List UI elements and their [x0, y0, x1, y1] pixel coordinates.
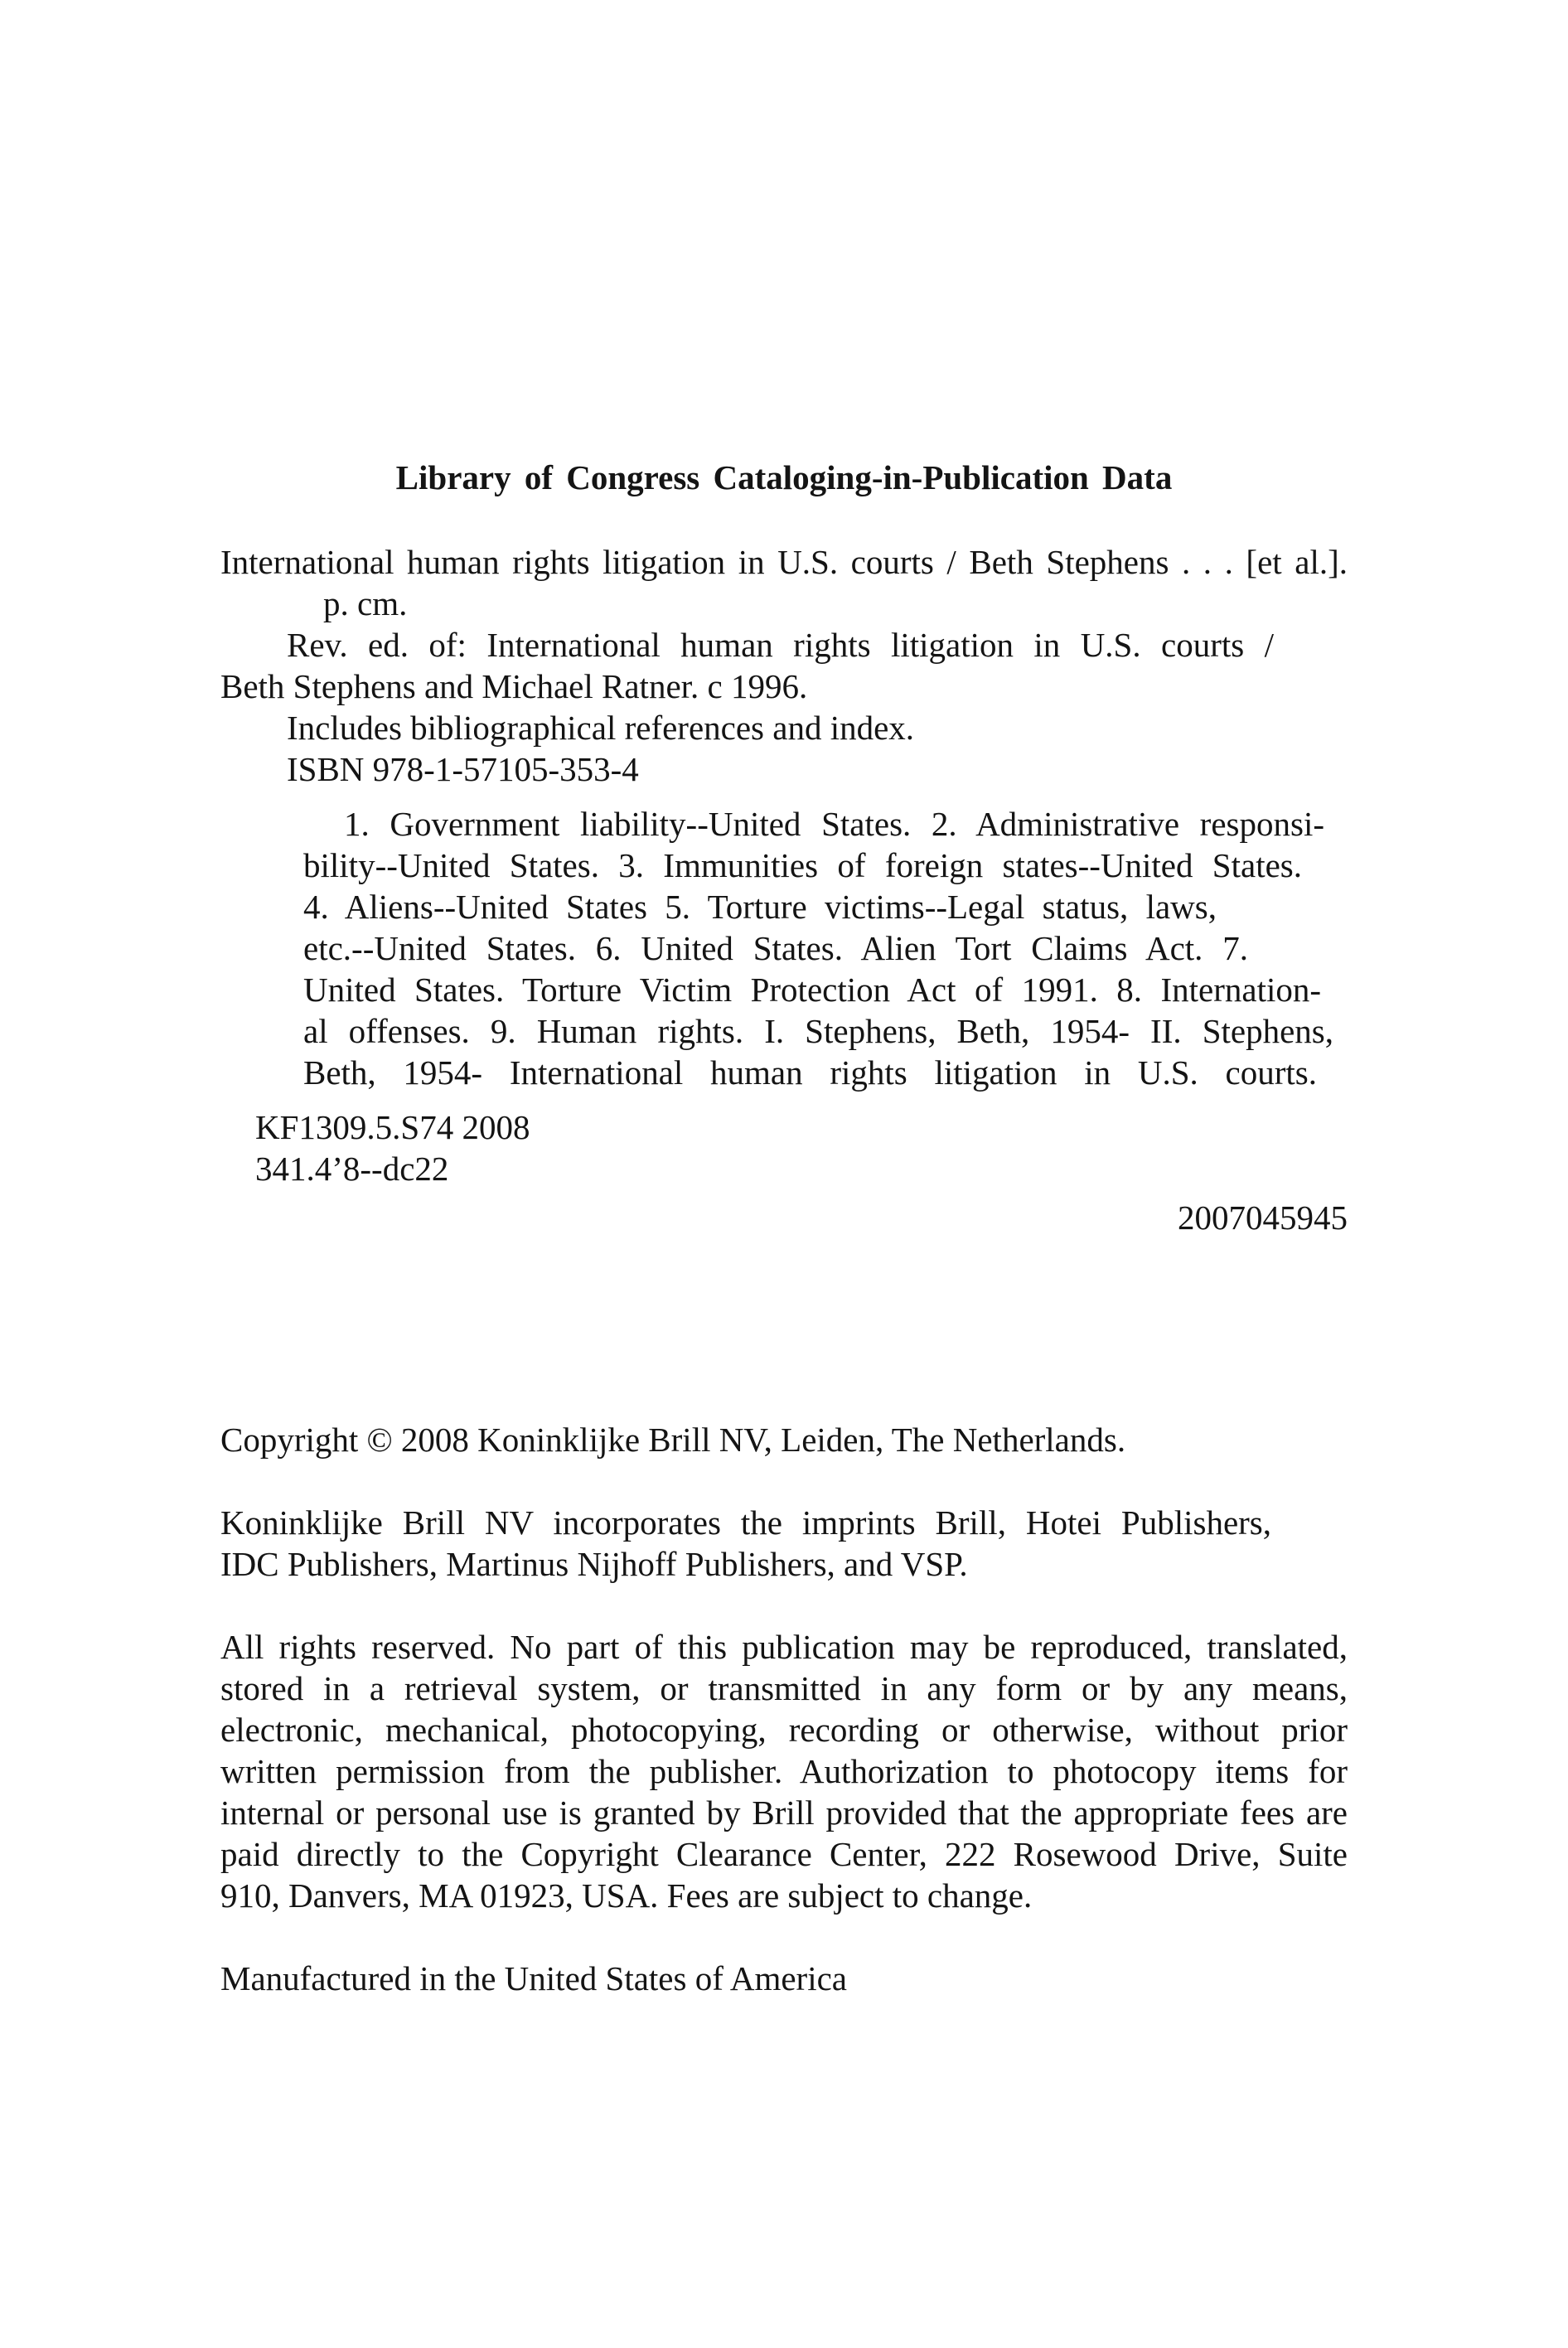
cip-physical-description: p. cm.	[323, 584, 408, 622]
rights-line: written permission from the publisher. Authorization to photocopy items for	[220, 1752, 1348, 1790]
cip-subject-line: Beth, 1954- International human rights litigation in U.S. courts.	[303, 1053, 1317, 1092]
cip-subject-line: United States. Torture Victim Protection Act of 1991. 8. Internation-	[303, 971, 1321, 1009]
cip-isbn: ISBN 978-1-57105-353-4	[287, 750, 639, 788]
cip-subject-line: 1. Government liability--United States. 2. Administrative responsi-	[344, 805, 1324, 843]
rights-line: All rights reserved. No part of this publication may be reproduced, translated,	[220, 1628, 1348, 1666]
copyright-notice: Copyright © 2008 Koninklijke Brill NV, Leiden, The Netherlands.	[220, 1421, 1126, 1459]
cip-bibliography-note: Includes bibliographical references and index.	[287, 709, 915, 747]
rights-line: 910, Danvers, MA 01923, USA. Fees are subject to change.	[220, 1876, 1033, 1915]
cip-subject-line: al offenses. 9. Human rights. I. Stephens, Beth, 1954- II. Stephens,	[303, 1012, 1333, 1050]
cip-dewey-number: 341.4’8--dc22	[255, 1150, 449, 1188]
cip-subject-line: 4. Aliens--United States 5. Torture victims--Legal status, laws,	[303, 888, 1217, 926]
cip-lccn: 2007045945	[1178, 1198, 1348, 1237]
cip-main-entry: International human rights litigation in U.S. courts / Beth Stephens . . . [et al.].	[220, 543, 1348, 581]
imprints-line: IDC Publishers, Martinus Nijhoff Publishers, and VSP.	[220, 1545, 968, 1583]
imprints-line: Koninklijke Brill NV incorporates the imprints Brill, Hotei Publishers,	[220, 1503, 1271, 1542]
manufactured-note: Manufactured in the United States of America	[220, 1959, 847, 1997]
cip-note-line-2: Beth Stephens and Michael Ratner. c 1996.	[220, 667, 808, 705]
rights-line: paid directly to the Copyright Clearance Center, 222 Rosewood Drive, Suite	[220, 1835, 1348, 1873]
cip-subject-line: bility--United States. 3. Immunities of foreign states--United States.	[303, 846, 1302, 884]
rights-line: electronic, mechanical, photocopying, recording or otherwise, without prior	[220, 1711, 1348, 1749]
rights-line: stored in a retrieval system, or transmitted in any form or by any means,	[220, 1669, 1348, 1707]
cip-lc-classification: KF1309.5.S74 2008	[255, 1108, 530, 1146]
rights-line: internal or personal use is granted by Brill provided that the appropriate fees are	[220, 1794, 1348, 1832]
cip-note-line-1: Rev. ed. of: International human rights litigation in U.S. courts /	[287, 626, 1274, 664]
cip-subject-line: etc.--United States. 6. United States. Alien Tort Claims Act. 7.	[303, 929, 1248, 967]
cip-heading: Library of Congress Cataloging-in-Publication Data	[395, 458, 1173, 496]
